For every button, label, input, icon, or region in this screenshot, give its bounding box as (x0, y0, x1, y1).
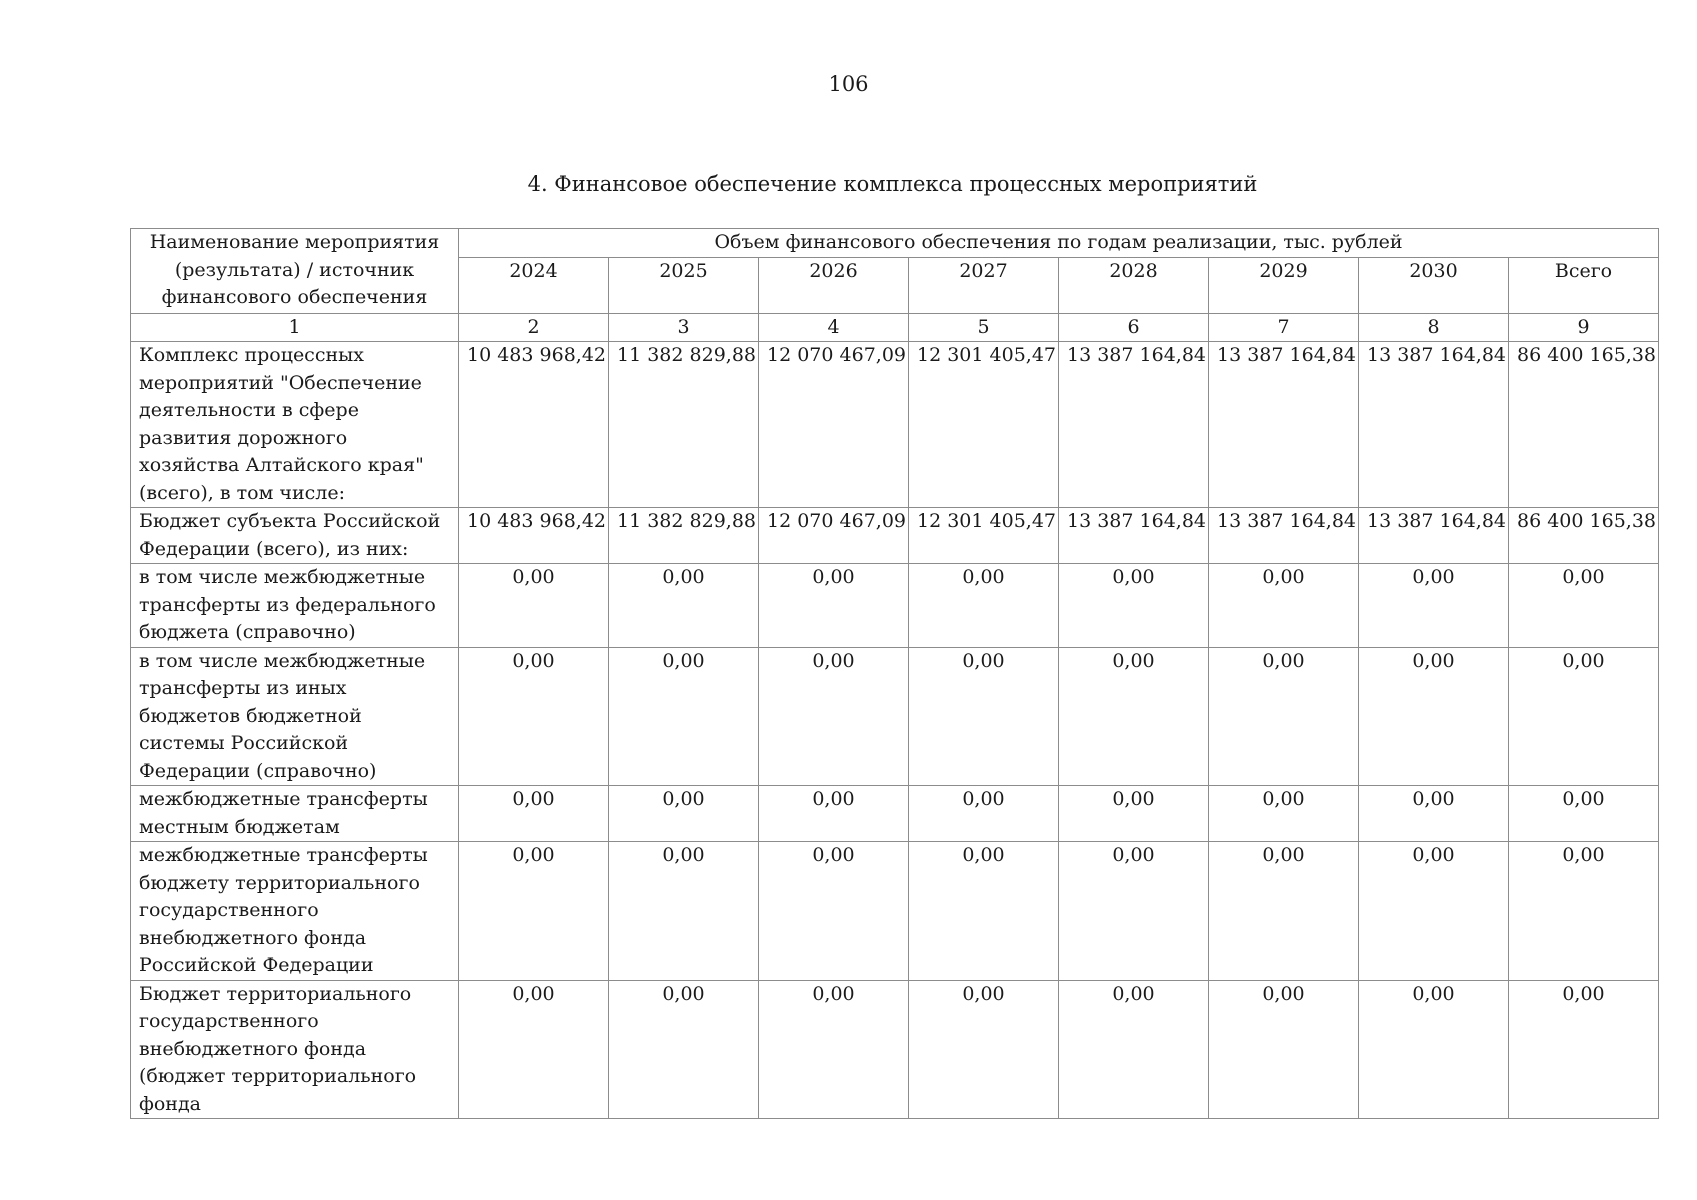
value-cell: 0,00 (759, 564, 909, 648)
value-cell: 12 070 467,09 (759, 342, 909, 508)
column-number: 8 (1359, 313, 1509, 342)
value-cell: 0,00 (459, 647, 609, 786)
financing-table (130, 228, 1659, 1119)
table-body (131, 342, 1659, 1119)
value-cell: 0,00 (1509, 786, 1659, 842)
value-cell: 12 301 405,47 (909, 508, 1059, 564)
row-name-cell: в том числе межбюджетные трансферты из иных бюджетов бюджетной системы Российской Федерации (справочно) (131, 647, 459, 786)
value-cell: 12 070 467,09 (759, 508, 909, 564)
value-cell: 0,00 (609, 786, 759, 842)
value-cell: 0,00 (909, 842, 1059, 981)
table-row (131, 786, 1659, 842)
value-cell: 0,00 (1209, 564, 1359, 648)
value-cell: 0,00 (459, 786, 609, 842)
value-cell: 0,00 (1509, 647, 1659, 786)
year-header-2024: 2024 (459, 257, 609, 313)
value-cell: 11 382 829,88 (609, 508, 759, 564)
value-cell: 0,00 (1359, 842, 1509, 981)
value-cell: 0,00 (1059, 842, 1209, 981)
year-header-2026: 2026 (759, 257, 909, 313)
value-cell: 0,00 (1359, 564, 1509, 648)
financing-volume-header: Объем финансового обеспечения по годам реализации, тыс. рублей (459, 229, 1659, 258)
column-number-row (131, 313, 1659, 342)
value-cell: 0,00 (759, 842, 909, 981)
year-header-2027: 2027 (909, 257, 1059, 313)
value-cell: 0,00 (1359, 647, 1509, 786)
value-cell: 0,00 (909, 786, 1059, 842)
value-cell: 0,00 (1209, 786, 1359, 842)
section-title: 4. Финансовое обеспечение комплекса процессных мероприятий (527, 172, 1258, 196)
value-cell: 0,00 (909, 980, 1059, 1119)
row-name-cell: межбюджетные трансферты местным бюджетам (131, 786, 459, 842)
column-number: 4 (759, 313, 909, 342)
value-cell: 0,00 (1509, 842, 1659, 981)
value-cell: 13 387 164,84 (1359, 508, 1509, 564)
year-header-2029: 2029 (1209, 257, 1359, 313)
value-cell: 0,00 (1059, 564, 1209, 648)
value-cell: 0,00 (1059, 980, 1209, 1119)
value-cell: 13 387 164,84 (1209, 342, 1359, 508)
value-cell: 0,00 (759, 786, 909, 842)
value-cell: 12 301 405,47 (909, 342, 1059, 508)
value-cell: 0,00 (1509, 980, 1659, 1119)
page-number: 106 (828, 72, 869, 96)
table-row (131, 564, 1659, 648)
value-cell: 0,00 (1359, 980, 1509, 1119)
value-cell: 0,00 (609, 647, 759, 786)
column-number: 1 (131, 313, 459, 342)
name-column-header: Наименование мероприятия (результата) / источник финансового обеспечения (131, 229, 459, 314)
value-cell: 0,00 (459, 980, 609, 1119)
row-name-cell: Бюджет территориального государственного внебюджетного фонда (бюджет территориального фонда (131, 980, 459, 1119)
value-cell: 13 387 164,84 (1359, 342, 1509, 508)
value-cell: 0,00 (759, 980, 909, 1119)
value-cell: 10 483 968,42 (459, 342, 609, 508)
value-cell: 0,00 (1209, 980, 1359, 1119)
table-row (131, 647, 1659, 786)
row-name-cell: Комплекс процессных мероприятий "Обеспечение деятельности в сфере развития дорожного хозяйства Алтайского края" (всего), в том числе: (131, 342, 459, 508)
value-cell: 0,00 (909, 647, 1059, 786)
total-header: Всего (1509, 257, 1659, 313)
row-name-cell: Бюджет субъекта Российской Федерации (всего), из них: (131, 508, 459, 564)
column-number: 9 (1509, 313, 1659, 342)
value-cell: 86 400 165,38 (1509, 342, 1659, 508)
row-name-cell: межбюджетные трансферты бюджету территориального государственного внебюджетного фонда Российской Федерации (131, 842, 459, 981)
value-cell: 0,00 (609, 842, 759, 981)
column-number: 2 (459, 313, 609, 342)
value-cell: 13 387 164,84 (1209, 508, 1359, 564)
table-row (131, 842, 1659, 981)
value-cell: 0,00 (459, 842, 609, 981)
year-header-2028: 2028 (1059, 257, 1209, 313)
value-cell: 13 387 164,84 (1059, 342, 1209, 508)
column-number: 7 (1209, 313, 1359, 342)
value-cell: 0,00 (1059, 786, 1209, 842)
table-row (131, 980, 1659, 1119)
value-cell: 0,00 (1359, 786, 1509, 842)
value-cell: 86 400 165,38 (1509, 508, 1659, 564)
column-number: 3 (609, 313, 759, 342)
value-cell: 0,00 (759, 647, 909, 786)
value-cell: 11 382 829,88 (609, 342, 759, 508)
column-number: 5 (909, 313, 1059, 342)
value-cell: 0,00 (609, 980, 759, 1119)
header-row-top (131, 229, 1659, 258)
table-row (131, 508, 1659, 564)
value-cell: 0,00 (609, 564, 759, 648)
value-cell: 13 387 164,84 (1059, 508, 1209, 564)
value-cell: 0,00 (459, 564, 609, 648)
year-header-2025: 2025 (609, 257, 759, 313)
value-cell: 0,00 (1209, 842, 1359, 981)
value-cell: 10 483 968,42 (459, 508, 609, 564)
row-name-cell: в том числе межбюджетные трансферты из федерального бюджета (справочно) (131, 564, 459, 648)
value-cell: 0,00 (1059, 647, 1209, 786)
value-cell: 0,00 (1209, 647, 1359, 786)
column-number: 6 (1059, 313, 1209, 342)
value-cell: 0,00 (909, 564, 1059, 648)
table-row (131, 342, 1659, 508)
value-cell: 0,00 (1509, 564, 1659, 648)
year-header-2030: 2030 (1359, 257, 1509, 313)
